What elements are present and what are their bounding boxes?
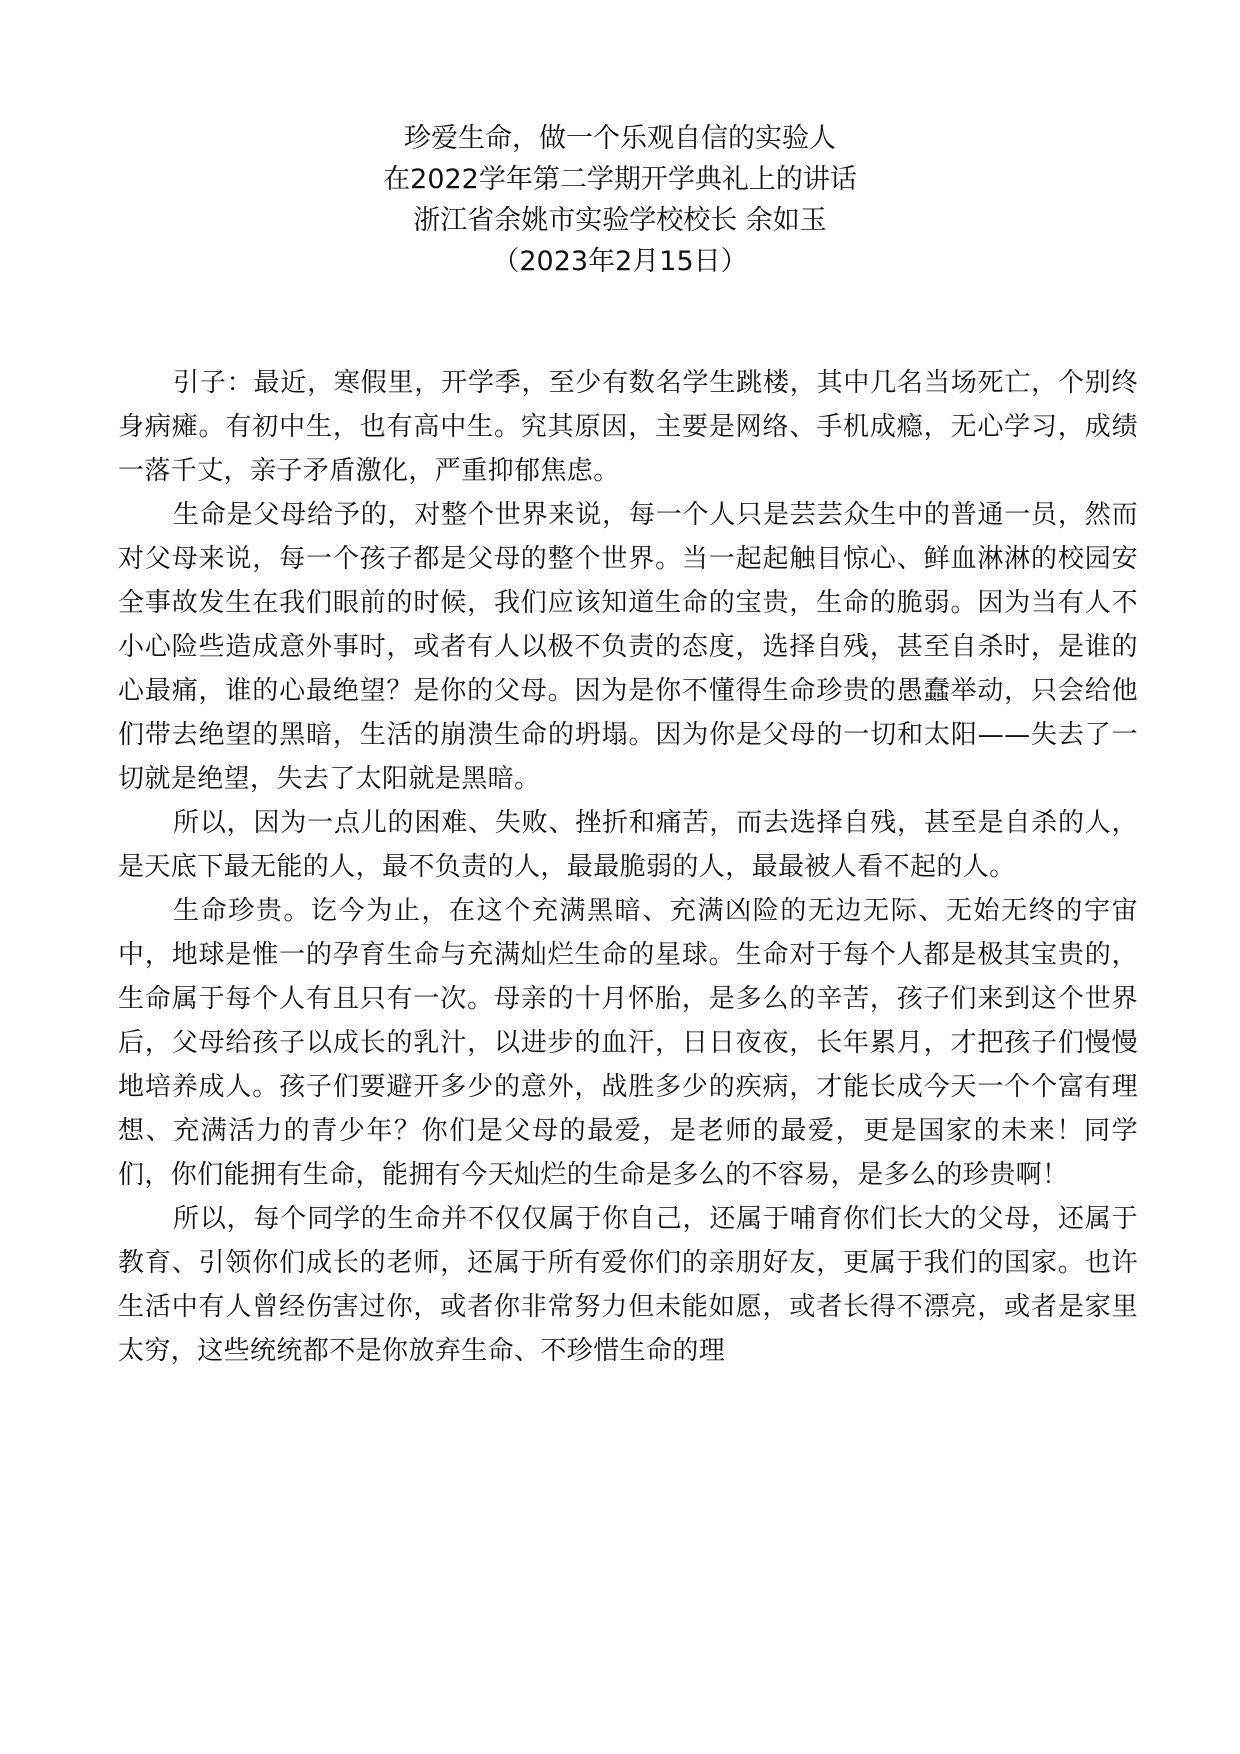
speech-date: （2023年2月15日）: [492, 246, 748, 277]
paragraph: 所以，因为一点儿的困难、失败、挫折和痛苦，而去选择自残，甚至是自杀的人，是天底下最无能的人，最不负责的人，最最脆弱的人，最最被人看不起的人。: [118, 808, 1138, 882]
document-title: 珍爱生命，做一个乐观自信的实验人: [404, 123, 836, 154]
paragraph: 生命珍贵。讫今为止，在这个充满黑暗、充满凶险的无边无际、无始无终的宇宙中，地球是惟一的孕育生命与充满灿烂生命的星球。生命对于每个人都是极其宝贵的，生命属于每个人有且只有一次。母亲的十月怀胎，是多么的辛苦，孩子们来到这个世界后，父母给孩子以成长的乳汁，以进步的血汗，日日夜夜，长年累月，才把孩子们慢慢地培养成人。孩子们要避开多少的意外，战胜多少的疾病，才能长成今天一个个富有理想、充满活力的青少年？你们是父母的最爱，是老师的最爱，更是国家的未来！同学们，你们能拥有生命，能拥有今天灿烂的生命是多么的不容易，是多么的珍贵啊！: [118, 896, 1138, 1190]
document-header: [0, 118, 1240, 282]
paragraph-intro: 引子：最近，寒假里，开学季，至少有数名学生跳楼，其中几名当场死亡，个别终身病瘫。有初中生，也有高中生。究其原因，主要是网络、手机成瘾，无心学习，成绩一落千丈，亲子矛盾激化，严重抑郁焦虑。: [118, 368, 1138, 486]
speaker-line: 浙江省余姚市实验学校校长 余如玉: [413, 205, 827, 236]
paragraph: 所以，每个同学的生命并不仅仅属于你自己，还属于哺育你们长大的父母，还属于教育、引领你们成长的老师，还属于所有爱你们的亲朋好友，更属于我们的国家。也许生活中有人曾经伤害过你，或者你非常努力但未能如愿，或者长得不漂亮，或者是家里太穷，这些统统都不是你放弃生命、不珍惜生命的理: [118, 1204, 1138, 1366]
document-body: [118, 361, 1138, 1373]
paragraph: 生命是父母给予的，对整个世界来说，每一个人只是芸芸众生中的普通一员，然而对父母来说，每一个孩子都是父母的整个世界。当一起起触目惊心、鲜血淋淋的校园安全事故发生在我们眼前的时候，我们应该知道生命的宝贵，生命的脆弱。因为当有人不小心险些造成意外事时，或者有人以极不负责的态度，选择自残，甚至自杀时，是谁的心最痛，谁的心最绝望？是你的父母。因为是你不懂得生命珍贵的愚蠢举动，只会给他们带去绝望的黑暗，生活的崩溃生命的坍塌。因为你是父母的一切和太阳——失去了一切就是绝望，失去了太阳就是黑暗。: [118, 500, 1138, 794]
document-subtitle: 在2022学年第二学期开学典礼上的讲话: [383, 164, 857, 195]
